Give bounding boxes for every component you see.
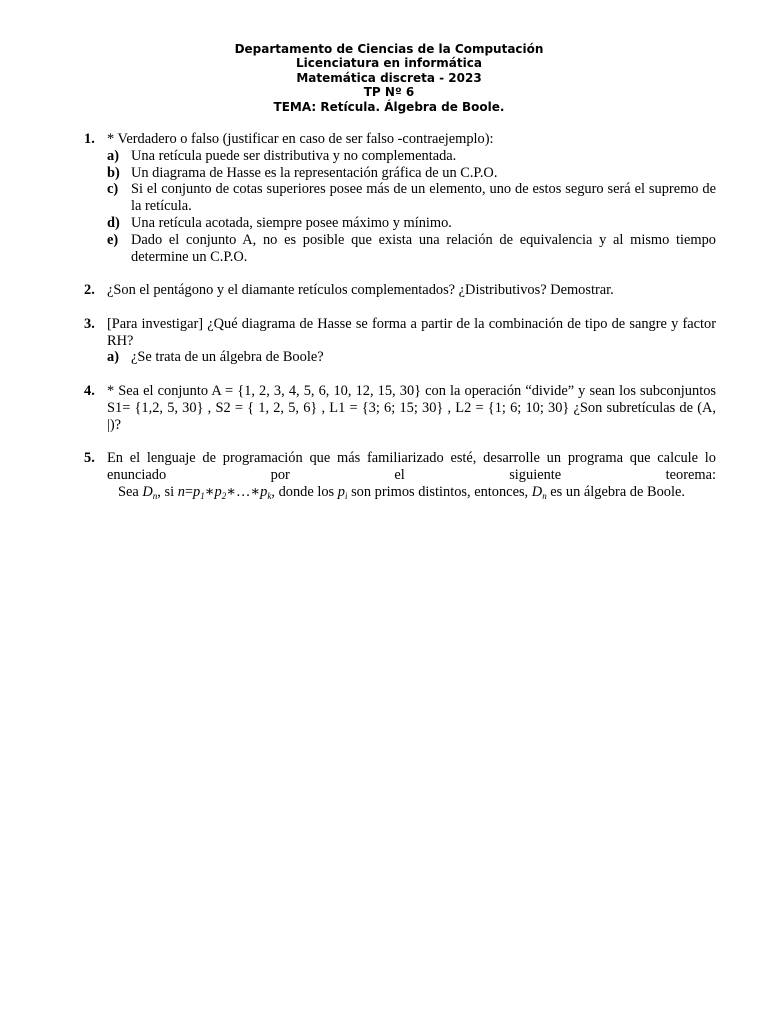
sub-item-label: e) [107, 231, 119, 248]
sub-item-c [107, 181, 716, 215]
theorem-formula [107, 484, 716, 502]
exercise-1 [84, 131, 716, 265]
formula-sea: Sea [118, 483, 139, 500]
formula-sub-k: k [267, 490, 272, 501]
exercise-text: * Sea el conjunto A = {1, 2, 3, 4, 5, 6, 10, 12, 15, 30} con la operación “divide” y sean los subconjuntos S1= {1,2, 5, 30} , S2 = { 1, 2, 5, 6} , L1 = {3; 6; 15; 30} , L2 = {1; 6; 10; 30} ¿Son subretículas de (A, |)? [107, 382, 716, 433]
header-degree: Licenciatura en informática [296, 56, 482, 71]
header-topic: TEMA: Retícula. Álgebra de Boole. [273, 99, 505, 114]
exercise-4 [84, 383, 716, 433]
exercise-text: En el lenguaje de programación que más familiarizado esté, desarrolle un programa que calcule lo enunciado por el siguiente teorema: [107, 450, 716, 483]
exercise-text: ¿Son el pentágono y el diamante retículos complementados? ¿Distributivos? Demostrar. [107, 282, 614, 299]
sub-item-text: Un diagrama de Hasse es la representación gráfica de un C.P.O. [131, 164, 498, 181]
exercise-list [84, 131, 716, 518]
formula-var-p1: p [193, 483, 201, 500]
sub-item-a [107, 349, 716, 366]
sub-item-d [107, 215, 716, 232]
sub-item-text: ¿Se trata de un álgebra de Boole? [131, 349, 324, 366]
sub-item-a [107, 148, 716, 165]
exercise-text: * Verdadero o falso (justificar en caso de ser falso -contraejemplo): [107, 131, 494, 147]
sub-item-b [107, 165, 716, 182]
sub-item-label: b) [107, 164, 120, 181]
sub-item-text: Una retícula puede ser distributiva y no complementada. [131, 147, 457, 164]
exercise-number: 1. [84, 131, 95, 147]
sub-item-e [107, 232, 716, 266]
header-course: Matemática discreta - 2023 [296, 70, 482, 85]
formula-sub-n: n [152, 490, 158, 501]
exercise-number: 5. [84, 450, 95, 467]
formula-sub-1: 1 [200, 490, 205, 501]
exercise-2 [84, 282, 716, 299]
exercise-number: 2. [84, 282, 95, 299]
formula-var-d: D [142, 483, 153, 500]
exercise-5 [84, 450, 716, 501]
sub-item-text: Si el conjunto de cotas superiores posee más de un elemento, uno de estos seguro será el supremo de la retícula. [131, 181, 716, 215]
formula-star: ∗ [204, 483, 215, 500]
sub-item-text: Una retícula acotada, siempre posee máximo y mínimo. [131, 214, 452, 231]
formula-sub-n2: n [542, 490, 547, 501]
formula-var-n: n [177, 483, 185, 500]
sub-item-label: a) [107, 147, 119, 164]
formula-boole: es un álgebra de Boole. [550, 483, 685, 500]
formula-var-pi: p [337, 483, 345, 500]
formula-sub-i: i [344, 490, 348, 501]
formula-si: , si [157, 483, 175, 500]
formula-primos: son primos distintos, entonces, [351, 483, 529, 500]
formula-var-p2: p [214, 483, 222, 500]
sub-item-label: a) [107, 349, 119, 366]
formula-equals: = [184, 483, 194, 500]
document-header [0, 42, 768, 114]
exercise-text: [Para investigar] ¿Qué diagrama de Hasse se forma a partir de la combinación de tipo de sangre y factor RH? [107, 315, 716, 349]
header-tp-number: TP Nº 6 [363, 85, 415, 100]
sub-item-label: c) [107, 181, 119, 198]
exercise-3 [84, 316, 716, 366]
header-department: Departamento de Ciencias de la Computación [234, 42, 544, 56]
exercise-number: 4. [84, 382, 95, 399]
exercise-number: 3. [84, 315, 95, 332]
sub-item-label: d) [107, 214, 120, 231]
formula-var-pk: p [260, 483, 268, 500]
formula-donde: , donde los [271, 483, 335, 500]
formula-sub-2: 2 [221, 490, 227, 501]
formula-var-d2: D [531, 483, 543, 500]
formula-dots: ∗…∗ [226, 483, 261, 500]
sub-item-text: Dado el conjunto A, no es posible que exista una relación de equivalencia y al mismo tiempo determine un C.P.O. [131, 231, 716, 265]
